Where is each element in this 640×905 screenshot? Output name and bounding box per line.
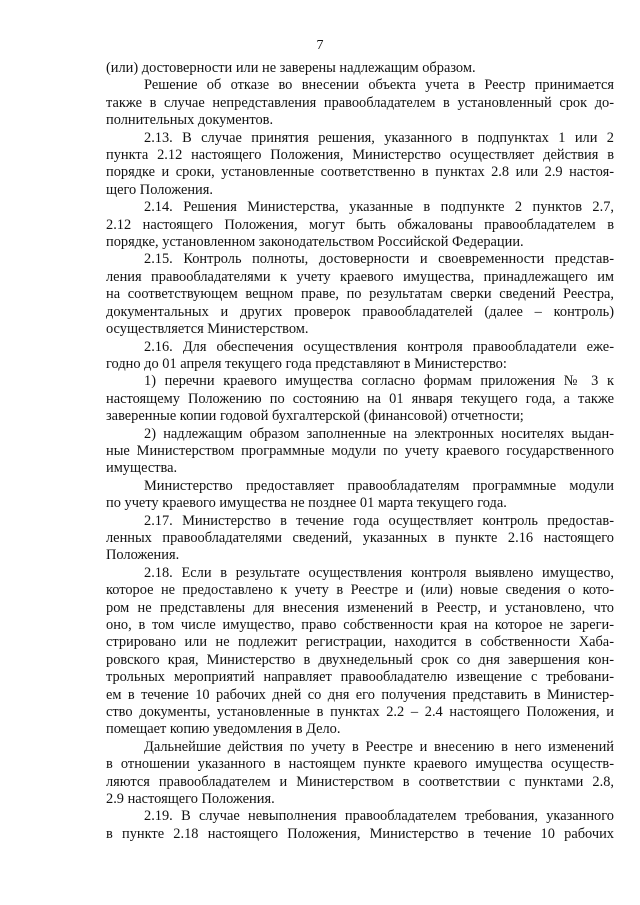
text-line: пункта 2.12 настоящего Положения, Министерство осуществляет действия в xyxy=(106,147,614,164)
text-line: ем в течение 10 рабочих дней со дня его получения представить в Министер- xyxy=(106,686,614,703)
text-line: 2.16. Для обеспечения осуществления контроля правообладатели еже- xyxy=(144,338,614,355)
text-line: Решение об отказе во внесении объекта учета в Реестр принимается xyxy=(144,77,614,94)
text-line: заверенные копии годовой бухгалтерской (финансовой) отчетности; xyxy=(106,408,524,425)
text-line: 2.9 настоящего Положения. xyxy=(106,791,275,808)
text-line: стрировано или не подлежит регистрации, находится в собственности Хаба- xyxy=(106,634,614,651)
text-line: имущества. xyxy=(106,460,178,477)
paragraph xyxy=(106,199,614,251)
paragraph xyxy=(106,565,614,739)
text-line: 2) надлежащим образом заполненные на электронных носителях выдан- xyxy=(144,425,614,442)
text-line: помещает копию уведомления в Дело. xyxy=(106,721,341,738)
paragraph xyxy=(106,77,614,129)
text-line: 2.18. Если в результате осуществления контроля выявлено имущество, xyxy=(144,564,614,581)
text-line: также в случае непредставления правообладателем в установленный срок до- xyxy=(106,94,614,111)
text-line: Положения. xyxy=(106,547,180,564)
text-line: осуществляется Министерством. xyxy=(106,321,309,338)
text-line: которое не предоставлено к учету в Реестре и (или) новые сведения о кото- xyxy=(106,582,614,599)
paragraph xyxy=(106,808,614,843)
text-line: в отношении указанного в настоящем пункте краевого имущества осуществ- xyxy=(106,756,614,773)
text-line: ство документы, установленные в пунктах 2.2 – 2.4 настоящего Положения, и xyxy=(106,704,614,721)
text-line: 2.13. В случае принятия решения, указанного в подпунктах 1 или 2 xyxy=(144,129,614,146)
text-line: 2.15. Контроль полноты, достоверности и своевременности представ- xyxy=(144,251,614,268)
text-line: годно до 01 апреля текущего года представляют в Министерство: xyxy=(106,355,507,372)
text-line: по учету краевого имущества не позднее 01 марта текущего года. xyxy=(106,495,507,512)
paragraph xyxy=(106,513,614,565)
paragraph xyxy=(106,478,614,513)
text-line: порядке, установленном законодательством Российской Федерации. xyxy=(106,234,524,251)
document-body xyxy=(106,60,614,843)
paragraph xyxy=(106,251,614,338)
text-line: ляются правообладателем и Министерством в соответствии с пунктами 2.8, xyxy=(106,773,614,790)
text-line: ром не представлены для внесения изменений в Реестр, и установлено, что xyxy=(106,599,614,616)
text-line: настоящему Положению по состоянию на 01 января текущего года, а также xyxy=(106,390,614,407)
text-line: щего Положения. xyxy=(106,181,213,198)
paragraph xyxy=(106,426,614,478)
text-line: порядке и сроки, установленные соответственно в пунктах 2.8 или 2.9 настоя- xyxy=(106,164,614,181)
text-line: 2.17. Министерство в течение года осуществляет контроль предостав- xyxy=(144,512,614,529)
text-line: 2.14. Решения Министерства, указанные в подпункте 2 пунктов 2.7, xyxy=(144,199,614,216)
text-line: на соответствующем вещном праве, по результатам сверки сведений Реестра, xyxy=(106,286,614,303)
paragraph xyxy=(106,130,614,200)
text-line: трольных мероприятий направляет правообладателю извещение с требовани- xyxy=(106,669,614,686)
text-line: в пункте 2.18 настоящего Положения, Министерство в течение 10 рабочих xyxy=(106,825,614,842)
text-line: документальных и других проверок правообладателей (далее – контроль) xyxy=(106,303,614,320)
text-line: Министерство предоставляет правообладателям программные модули xyxy=(144,477,614,494)
text-line: 1) перечни краевого имущества согласно формам приложения № 3 к xyxy=(144,373,614,390)
text-line: оно, в том числе имущество, право собственности края на которое не зареги- xyxy=(106,617,614,633)
text-line: ные Министерством программные модули по учету краевого государственного xyxy=(106,442,614,459)
paragraph xyxy=(106,60,614,77)
paragraph xyxy=(106,739,614,809)
text-line: 2.19. В случае невыполнения правообладателем требования, указанного xyxy=(144,808,614,825)
paragraph xyxy=(106,339,614,374)
text-line: 2.12 настоящего Положения, могут быть обжалованы правообладателем в xyxy=(106,216,614,233)
text-line: ления правообладателями к учету краевого имущества, принадлежащего им xyxy=(106,268,614,285)
paragraph xyxy=(106,373,614,425)
text-line: Дальнейшие действия по учету в Реестре и внесению в него изменений xyxy=(144,738,614,755)
text-line: (или) достоверности или не заверены надлежащим образом. xyxy=(106,60,476,76)
page-number: 7 xyxy=(316,38,324,53)
text-line: ровского края, Министерство в двухнедельный срок со дня завершения кон- xyxy=(106,651,614,668)
text-line: полнительных документов. xyxy=(106,112,274,129)
text-line: ленных правообладателями сведений, указанных в пункте 2.16 настоящего xyxy=(106,529,614,546)
